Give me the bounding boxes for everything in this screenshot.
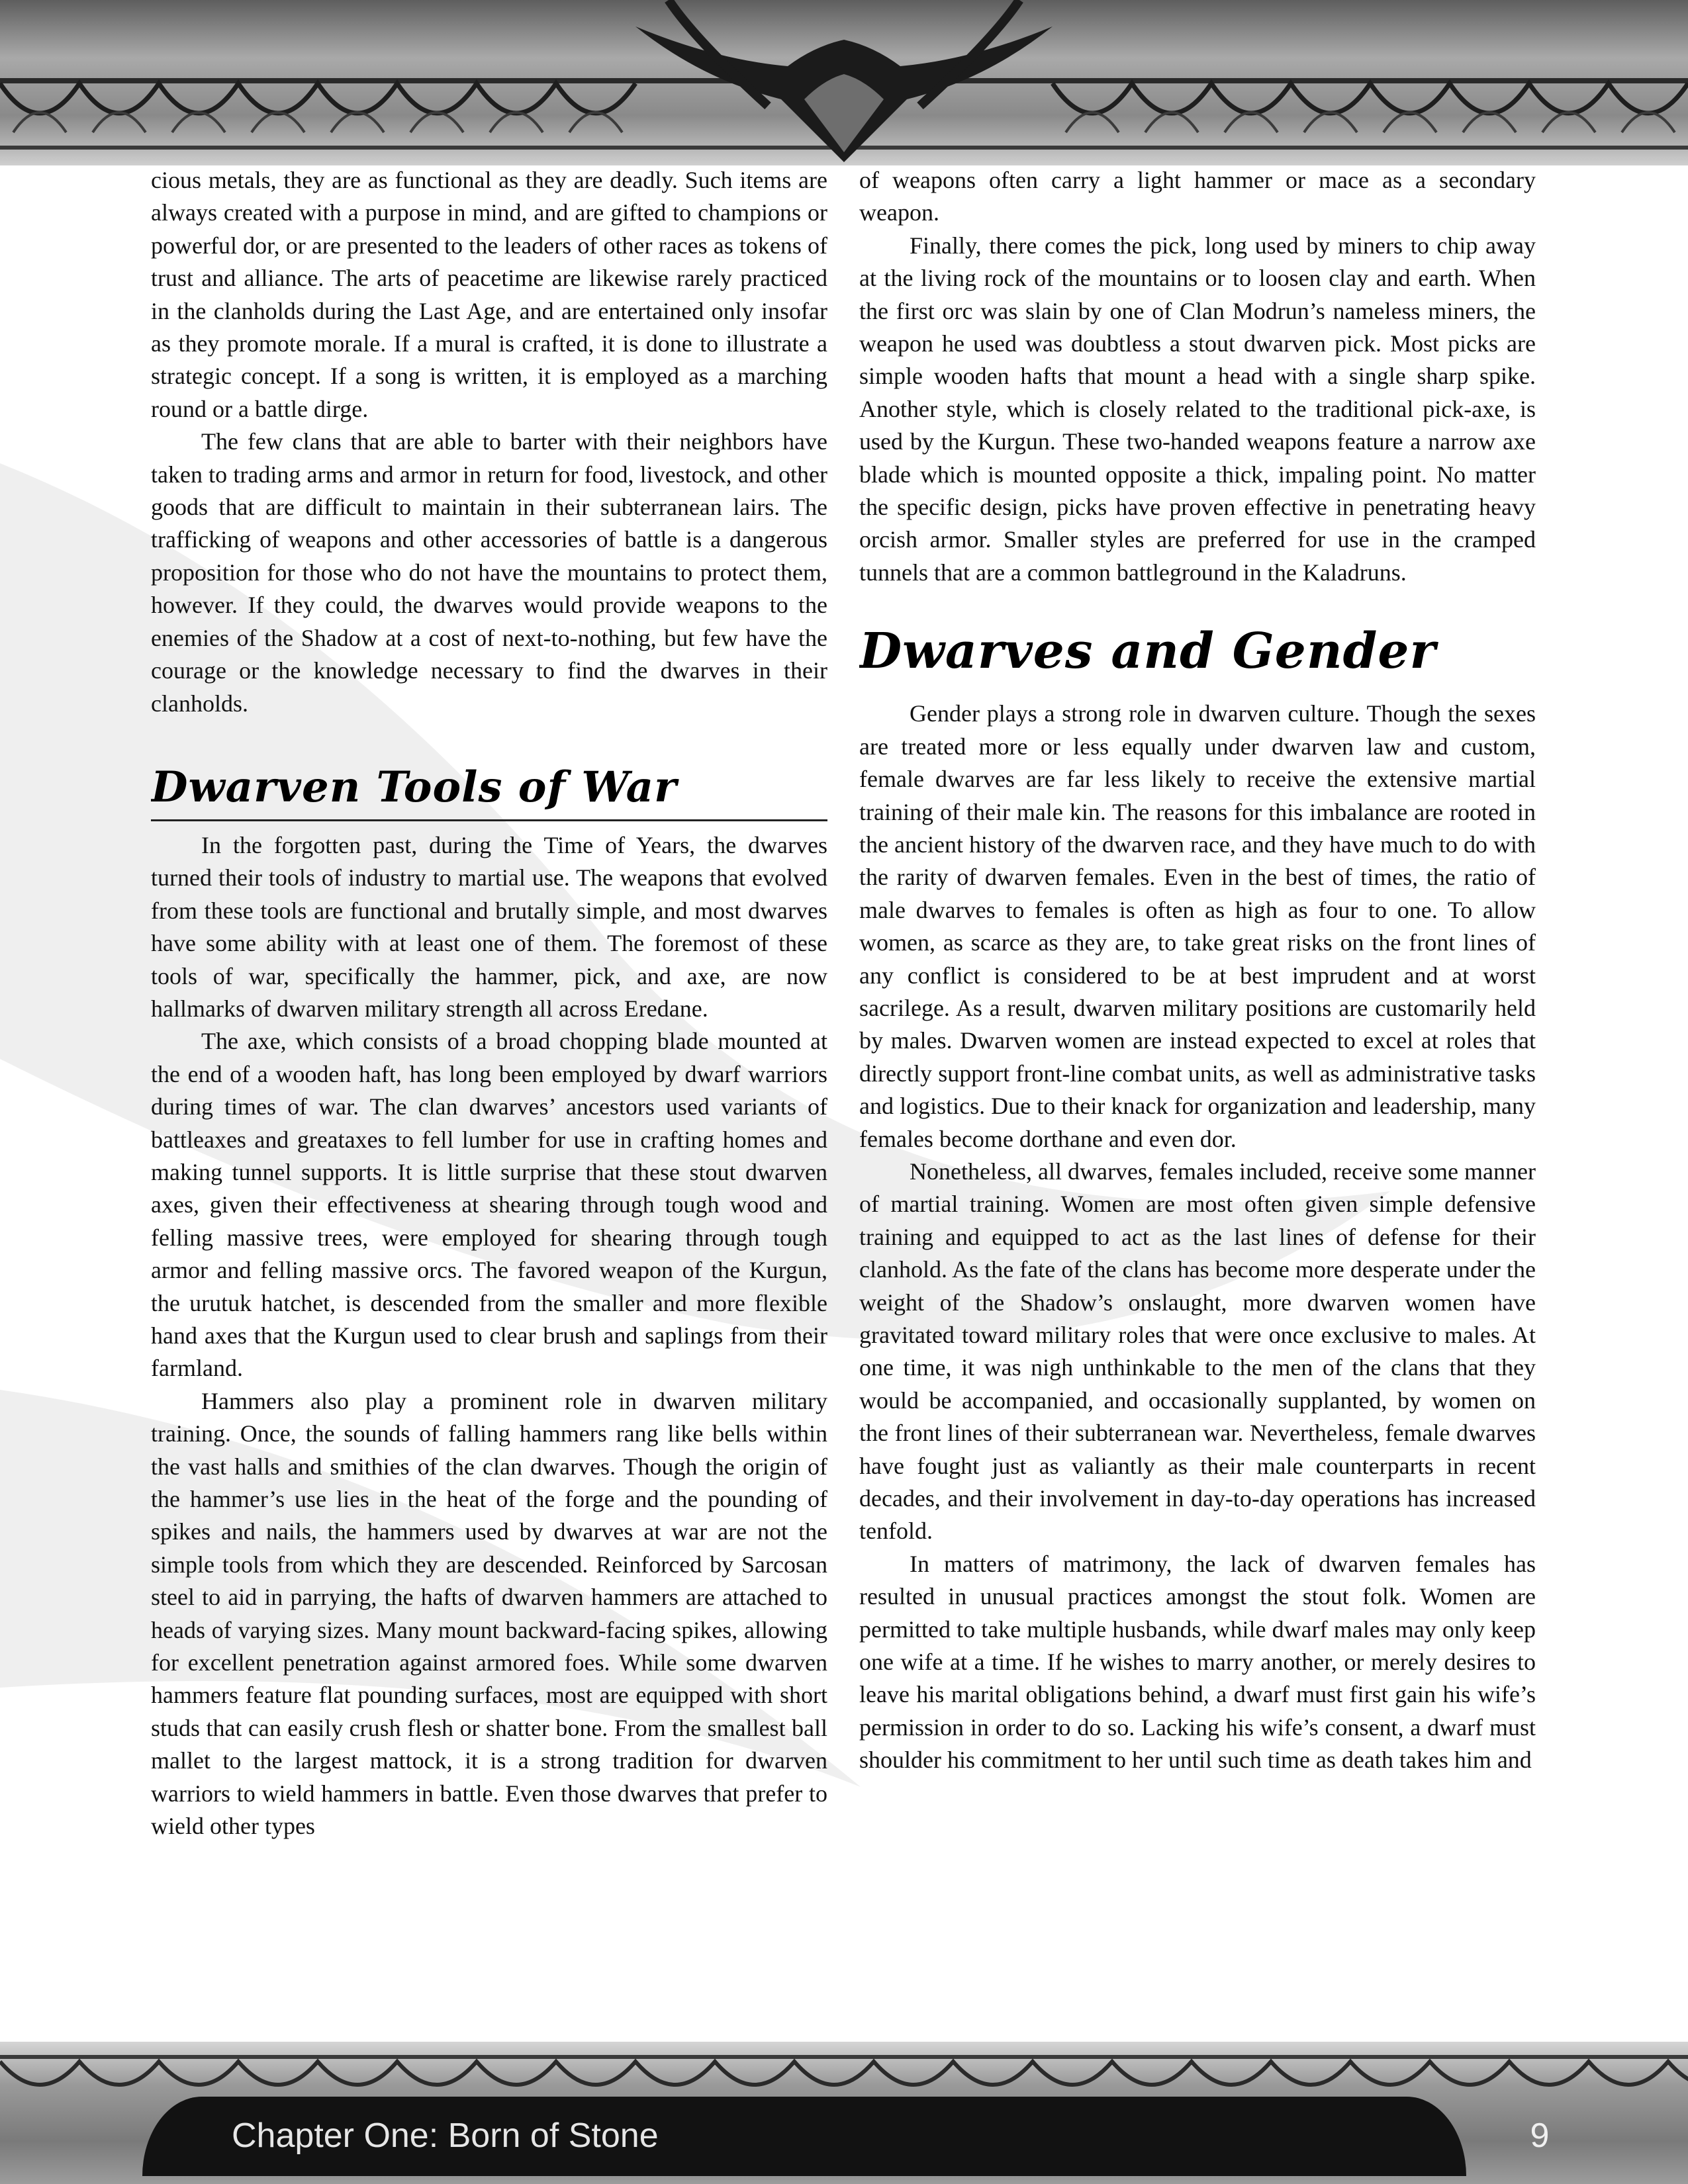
heading-tools-of-war: Dwarven Tools of War xyxy=(151,761,827,821)
paragraph: In matters of matrimony, the lack of dwarven females has resulted in unusual practices amongst the stout folk. Women are permitted to take multiple husbands, while dwarf males may only keep one wife at a time. If he wishes to marry another, or merely desires to leave his marital obligations behind, a dwarf must first gain his wife’s permission in order to do so. Lacking his wife’s consent, a dwarf must shoulder his commitment to her until such time as death takes him and xyxy=(859,1550,1536,1774)
paragraph: Hammers also play a prominent role in dwarven military training. Once, the sounds of falling hammers rang like bells within the vast halls and smithies of the clan dwarves. Though the origin of the hammer’s use lies in the heat of the forge and the pounding of spikes and nails, the hammers used by dwarves at war are not the simple tools from which they are descended. Reinforced by Sarcosan steel to aid in parrying, the hafts of dwarven hammers are attached to heads of varying sizes. Many mount backward-facing spikes, allowing for excellent penetration against armored foes. While some dwarven hammers feature flat pounding surfaces, most are equipped with short studs that can easily crush flesh or shatter bone. From the smallest ball mallet to the largest mattock, it is a strong tradition for dwarven warriors to wield hammers in battle. Even those dwarves that prefer to wield other types xyxy=(151,1387,827,1840)
left-column xyxy=(151,164,827,2030)
paragraph: of weapons often carry a light hammer or mace as a secondary weapon. xyxy=(859,167,1536,226)
page-number: 9 xyxy=(1530,2116,1550,2155)
header-ornament-art xyxy=(0,0,1688,165)
header-ornament xyxy=(0,0,1688,165)
paragraph: Nonetheless, all dwarves, females included, receive some manner of martial training. Women are most often given simple defensive training and equipped to act as the last lines of defense for their clanhold. As the fate of the clans has become more desperate under the weight of the Shadow’s onslaught, more dwarven women have gravitated toward military roles that were once exclusive to males. At one time, it was nigh unthinkable to the men of the clans that they would be accompanied, and occasionally supplanted, by women on the front lines of their subterranean war. Nevertheless, female dwarves have fought just as valiantly as their male counterparts in recent decades, and their involvement in day-to-day operations has increased tenfold. xyxy=(859,1158,1536,1545)
paragraph: Finally, there comes the pick, long used by miners to chip away at the living rock of the mountains or to loosen clay and earth. When the first orc was slain by one of Clan Modrun’s nameless miners, the weapon he used was doubtless a stout dwarven pick. Most picks are simple wooden hafts that mount a head with a single sharp spike. Another style, which is closely related to the traditional pick-axe, is used by the Kurgun. These two-handed weapons feature a narrow axe blade which is mounted opposite a thick, impaling point. No matter the specific design, picks have proven effective in penetrating heavy orcish armor. Smaller styles are preferred for use in the cramped tunnels that are a common battleground in the Kaladruns. xyxy=(859,232,1536,586)
paragraph: The few clans that are able to barter with their neighbors have taken to trading arms and armor in return for food, livestock, and other goods that are difficult to maintain in their subterranean lairs. The trafficking of weapons and other accessories of battle is a dangerous proposition for those who do not have the mountains to protect them, however. If they could, the dwarves would provide weapons to the enemies of the Shadow at a cost of next-to-nothing, but few have the courage or the knowledge necessary to find the dwarves in their clanholds. xyxy=(151,428,827,717)
paragraph: cious metals, they are as functional as they are deadly. Such items are always created with a purpose in mind, and are gifted to champions or powerful dor, or are presented to the leaders of other races as tokens of trust and alliance. The arts of peacetime are likewise rarely practiced in the clanholds during the Last Age, and are entertained only insofar as they promote morale. If a mural is crafted, it is done to illustrate a strategic concept. If a song is written, it is employed as a marching round or a battle dirge. xyxy=(151,167,827,422)
heading-dwarves-and-gender: Dwarves and Gender xyxy=(859,623,1436,680)
right-column xyxy=(859,164,1536,2030)
paragraph: Gender plays a strong role in dwarven culture. Though the sexes are treated more or less equally under dwarven law and custom, female dwarves are far less likely to receive the extensive martial training of their male kin. The reasons for this imbalance are rooted in the ancient history of the dwarven race, and they have much to do with the rarity of dwarven females. Even in the best of times, the ratio of male dwarves to females is often as high as four to one. To allow women, as scarce as they are, to take great risks on the front lines of any conflict is considered to be at best imprudent and at worst sacrilege. As a result, dwarven military positions are customarily held by males. Dwarven women are instead expected to excel at roles that directly support front-line combat units, as well as administrative tasks and logistics. Due to their knack for organization and leadership, many females become dorthane and even dor. xyxy=(859,700,1536,1152)
chapter-title: Chapter One: Born of Stone xyxy=(232,2116,659,2155)
paragraph: The axe, which consists of a broad chopping blade mounted at the end of a wooden haft, has long been employed by dwarf warriors during times of war. The clan dwarves’ ancestors used variants of battleaxes and greataxes to fell lumber for use in crafting homes and making tunnel supports. It is little surprise that these stout dwarven axes, given their effectiveness at shearing through tough wood and felling massive trees, were employed for shearing through tough armor and felling massive orcs. The favored weapon of the Kurgun, the urutuk hatchet, is descended from the smaller and more flexible hand axes that the Kurgun used to clear brush and saplings from their farmland. xyxy=(151,1028,827,1382)
paragraph: In the forgotten past, during the Time of Years, the dwarves turned their tools of industry to martial use. The weapons that evolved from these tools are functional and brutally simple, and most dwarves have some ability with at least one of them. The foremost of these tools of war, specifically the hammer, pick, and axe, are now hallmarks of dwarven military strength all across Eredane. xyxy=(151,831,827,1022)
